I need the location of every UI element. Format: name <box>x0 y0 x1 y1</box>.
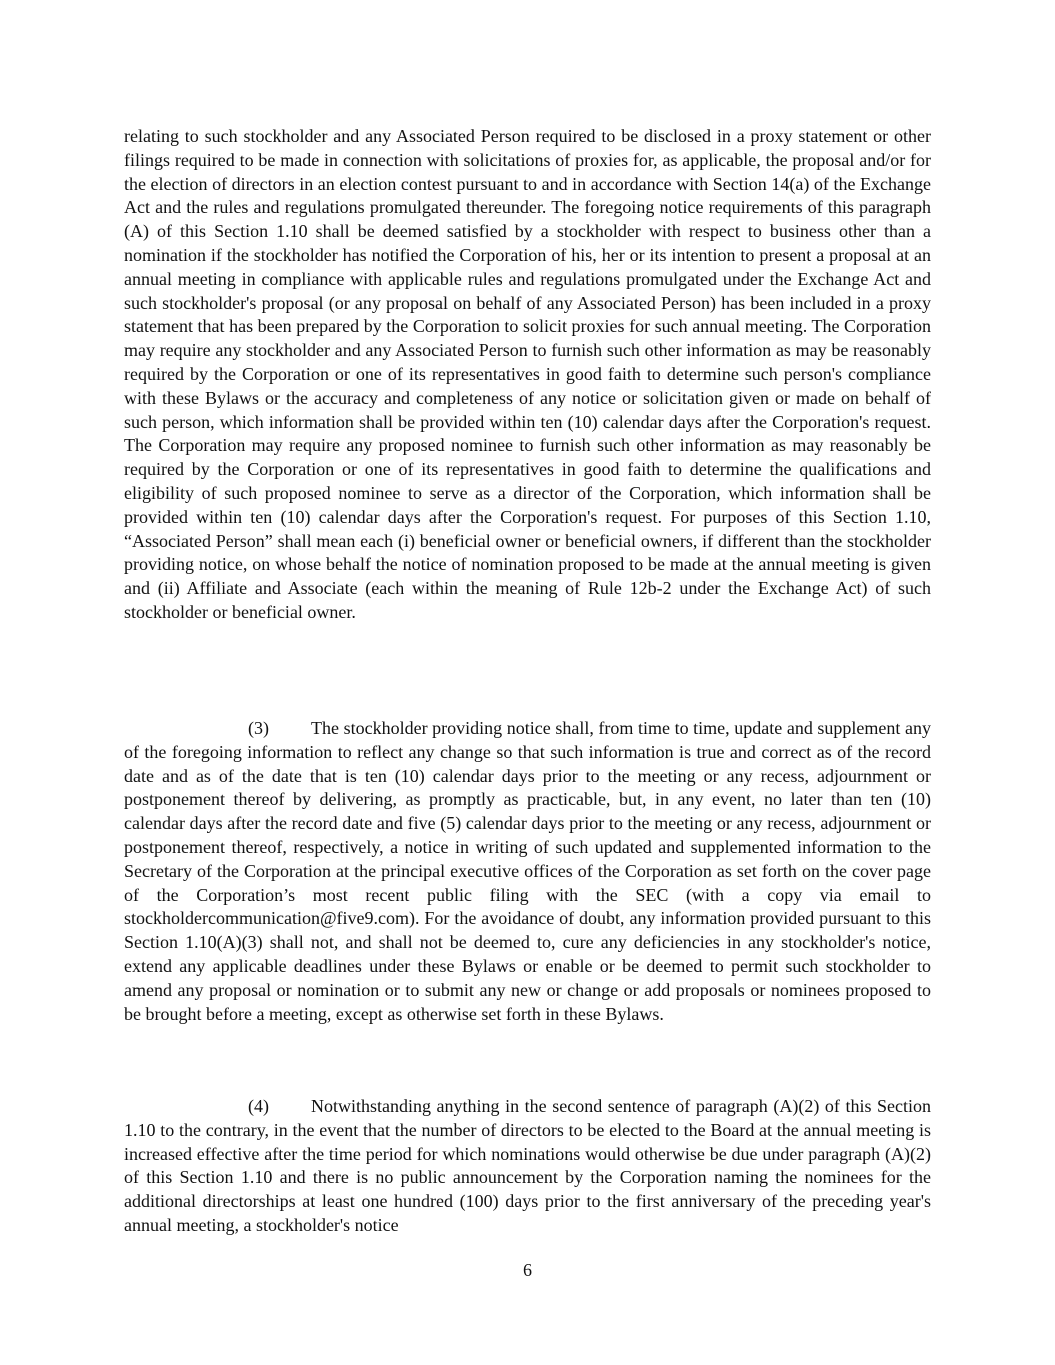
paragraph-continuation: relating to such stockholder and any Associated Person required to be disclosed in a proxy statement or other filings required to be made in connection with solicitations of proxies for, as applicable, the proposal and/or for the election of directors in an election contest pursuant to and in accordance with Section 14(a) of the Exchange Act and the rules and regulations promulgated thereunder. The foregoing notice requirements of this paragraph (A) of this Section 1.10 shall be deemed satisfied by a stockholder with respect to business other than a nomination if the stockholder has notified the Corporation of his, her or its intention to present a proposal at an annual meeting in compliance with applicable rules and regulations promulgated under the Exchange Act and such stockholder's proposal (or any proposal on behalf of any Associated Person) has been included in a proxy statement that has been prepared by the Corporation to solicit proxies for such annual meeting. The Corporation may require any stockholder and any Associated Person to furnish such other information as may be reasonably required by the Corporation or one of its representatives in good faith to determine such person's compliance with these Bylaws or the accuracy and completeness of any notice or solicitation given or made on behalf of such person, which information shall be provided within ten (10) calendar days after the Corporation's request. The Corporation may require any proposed nominee to furnish such other information as may reasonably be required by the Corporation or one of its representatives in good faith to determine the qualifications and eligibility of such proposed nominee to serve as a director of the Corporation, which information shall be provided within ten (10) calendar days after the Corporation's request. For purposes of this Section 1.10, “Associated Person” shall mean each (i) beneficial owner or beneficial owners, if different than the stockholder providing notice, on whose behalf the notice of nomination proposed to be made at the annual meeting is given and (ii) Affiliate and Associate (each within the meaning of Rule 12b-2 under the Exchange Act) of such stockholder or beneficial owner. <box>124 126 931 622</box>
page-number: 6 <box>523 1260 532 1280</box>
paragraph-body: Notwithstanding anything in the second sentence of paragraph (A)(2) of this Section 1.10 to the contrary, in the event that the number of directors to be elected to the Board at the annual meeting is increased effective after the time period for which nominations would otherwise be due under paragraph (A)(2) of this Section 1.10 and there is no public announcement by the Corporation naming the nominees for the additional directorships at least one hundred (100) days prior to the first anniversary of the preceding year's annual meeting, a stockholder's notice <box>124 1096 931 1235</box>
paragraph-4 <box>124 1095 931 1238</box>
paragraph-number: (4) <box>248 1096 269 1116</box>
paragraph-number: (3) <box>248 718 269 738</box>
paragraph-body: The stockholder providing notice shall, from time to time, update and supplement any of the foregoing information to reflect any change so that such information is true and correct as of the record date and as of the date that is ten (10) calendar days prior to the meeting or any recess, adjournment or postponement thereof by delivering, as promptly as practicable, but, in any event, no later than ten (10) calendar days after the record date and five (5) calendar days prior to the meeting or any recess, adjournment or postponement thereof, respectively, a notice in writing of such updated and supplemented information to the Secretary of the Corporation at the principal executive offices of the Corporation as set forth on the cover page of the Corporation’s most recent public filing with the SEC (with a copy via email to stockholdercommunication@five9.com). For the avoidance of doubt, any information provided pursuant to this Section 1.10(A)(3) shall not, and shall not be deemed to, cure any deficiencies in any stockholder's notice, extend any applicable deadlines under these Bylaws or enable or be deemed to permit such stockholder to amend any proposal or nomination or to submit any new or change or add proposals or nominees proposed to be brought before a meeting, except as otherwise set forth in these Bylaws. <box>124 718 931 1024</box>
paragraph-3 <box>124 717 931 1026</box>
